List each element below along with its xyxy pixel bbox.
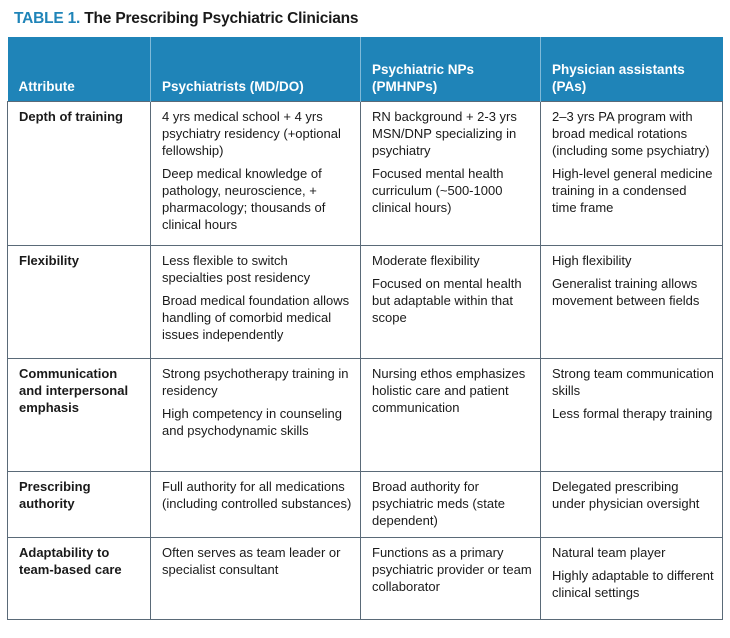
- nps-cell: [361, 538, 541, 620]
- psychiatrists-cell: [151, 359, 361, 472]
- nps-cell: [361, 246, 541, 359]
- pas-cell: [541, 102, 723, 246]
- cell-text: Strong psychotherapy training in residency: [162, 366, 349, 398]
- nps-cell: [361, 472, 541, 538]
- table-row: [8, 246, 723, 359]
- psychiatrists-cell: [151, 538, 361, 620]
- cell-text: 2–3 yrs PA program with broad medical rotations (including some psychiatry): [552, 109, 710, 158]
- header-psychiatrists: Psychiatrists (MD/DO): [151, 37, 361, 102]
- psychiatrists-cell: [151, 246, 361, 359]
- table-row: [8, 359, 723, 472]
- clinician-comparison-table: [7, 37, 723, 620]
- cell-text: Nursing ethos emphasizes holistic care and patient communication: [372, 366, 526, 415]
- psychiatrists-cell: [151, 472, 361, 538]
- table-row: [8, 102, 723, 246]
- cell-text: Often serves as team leader or specialist consultant: [162, 545, 341, 577]
- nps-cell: [361, 102, 541, 246]
- pas-cell: [541, 538, 723, 620]
- cell-text: Highly adaptable to different clinical settings: [552, 568, 714, 600]
- cell-text: Broad medical foundation allows handling of comorbid medical issues independently: [162, 293, 350, 342]
- table-row: [8, 472, 723, 538]
- cell-text: High-level general medicine training in a condensed time frame: [552, 166, 713, 215]
- cell-text: Focused on mental health but adaptable within that scope: [372, 276, 522, 325]
- header-row: [8, 37, 723, 102]
- table-row: [8, 538, 723, 620]
- table-title: [14, 10, 358, 28]
- attribute-cell: Depth of training: [8, 102, 151, 246]
- cell-text: 4 yrs medical school + 4 yrs psychiatry residency (+optional fellowship): [162, 109, 341, 158]
- cell-text: Moderate flexibility: [372, 253, 480, 268]
- header-physician-assistants: Physician assistants (PAs): [541, 37, 723, 102]
- attribute-cell: Adaptability to team-based care: [8, 538, 151, 620]
- cell-text: Strong team communication skills: [552, 366, 714, 398]
- cell-text: Functions as a primary psychiatric provider or team collaborator: [372, 545, 532, 594]
- cell-text: Deep medical knowledge of pathology, neuroscience, + pharmacology; thousands of clinical hours: [162, 166, 326, 232]
- cell-text: Focused mental health curriculum (~500-1000 clinical hours): [372, 166, 504, 215]
- table-number: TABLE 1.: [14, 10, 81, 27]
- cell-text: Natural team player: [552, 545, 666, 560]
- cell-text: Less flexible to switch specialties post residency: [162, 253, 311, 285]
- pas-cell: [541, 472, 723, 538]
- attribute-cell: Prescribing authority: [8, 472, 151, 538]
- header-psychiatric-nps: Psychiatric NPs (PMHNPs): [361, 37, 541, 102]
- psychiatrists-cell: [151, 102, 361, 246]
- table-caption: The Prescribing Psychiatric Clinicians: [84, 10, 359, 27]
- cell-text: High flexibility: [552, 253, 632, 268]
- cell-text: Broad authority for psychiatric meds (state dependent): [372, 479, 505, 528]
- cell-text: RN background + 2-3 yrs MSN/DNP specializing in psychiatry: [372, 109, 517, 158]
- attribute-cell: Flexibility: [8, 246, 151, 359]
- cell-text: Delegated prescribing under physician oversight: [552, 479, 700, 511]
- attribute-cell: Communication and interpersonal emphasis: [8, 359, 151, 472]
- pas-cell: [541, 359, 723, 472]
- cell-text: Full authority for all medications (including controlled substances): [162, 479, 352, 511]
- cell-text: High competency in counseling and psychodynamic skills: [162, 406, 342, 438]
- nps-cell: [361, 359, 541, 472]
- pas-cell: [541, 246, 723, 359]
- cell-text: Generalist training allows movement between fields: [552, 276, 700, 308]
- header-attribute: Attribute: [8, 37, 151, 102]
- cell-text: Less formal therapy training: [552, 406, 713, 421]
